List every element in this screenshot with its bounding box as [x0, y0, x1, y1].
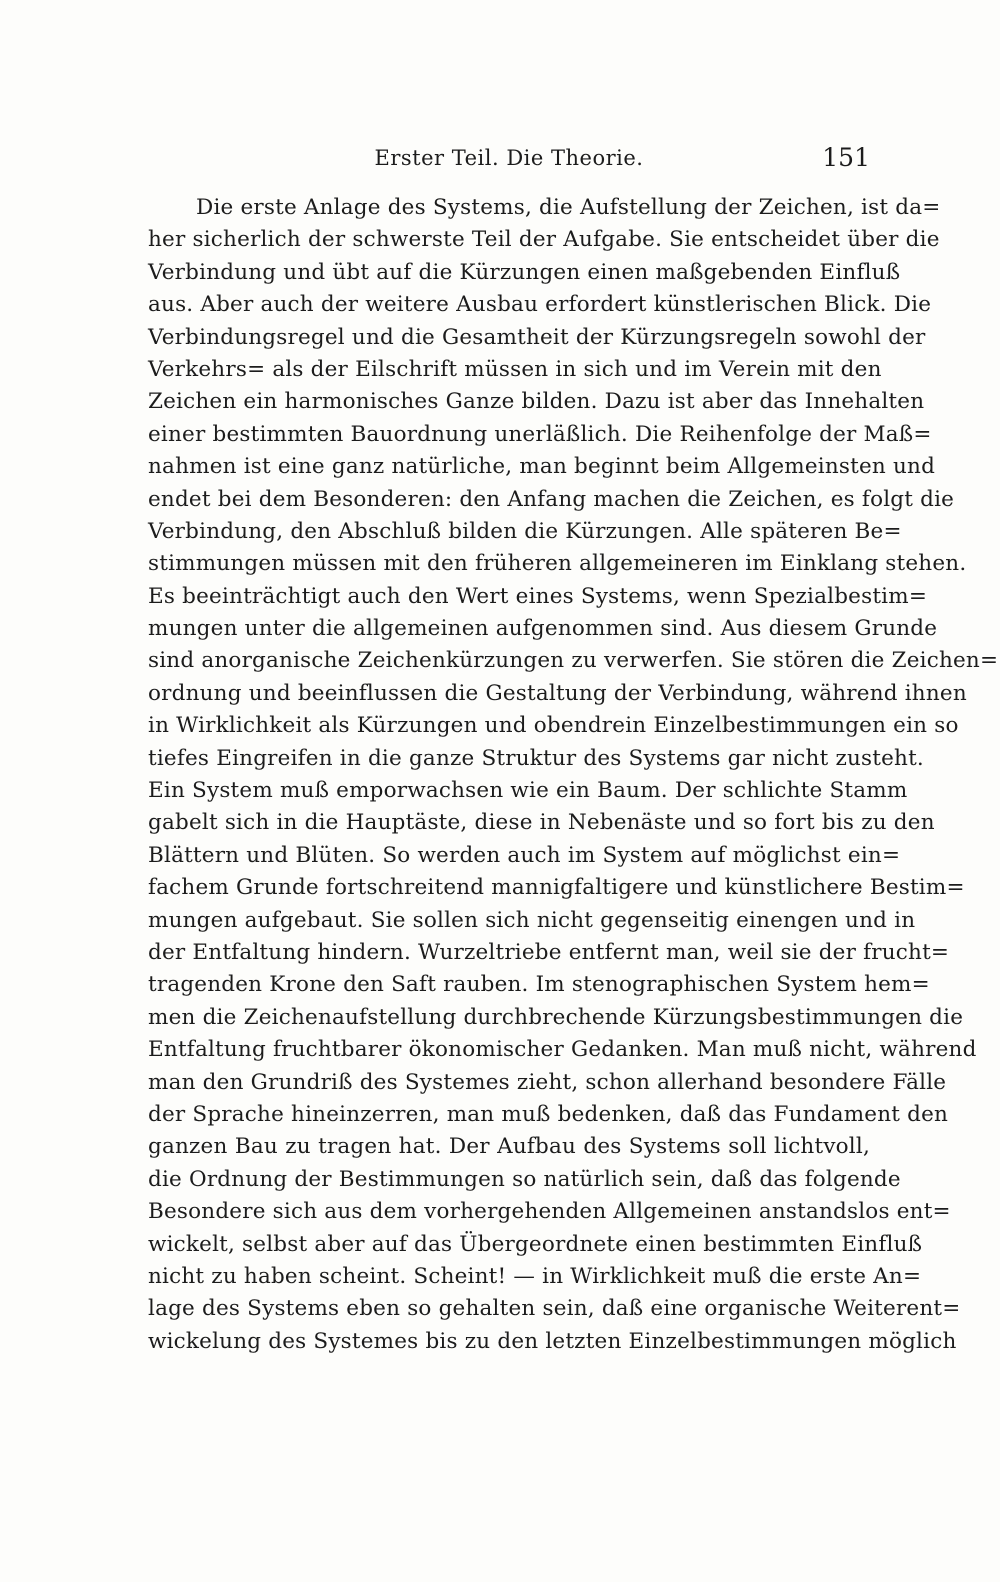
text-line: mungen aufgebaut. Sie sollen sich nicht gegenseitig einengen und in — [148, 907, 916, 933]
text-line: Besondere sich aus dem vorhergehenden Allgemeinen anstandslos ent= — [148, 1199, 951, 1225]
running-head — [148, 140, 870, 176]
running-title: Erster Teil. Die Theorie. — [374, 146, 644, 170]
text-line: ganzen Bau zu tragen hat. Der Aufbau des Systems soll lichtvoll, — [148, 1134, 870, 1160]
text-line: Zeichen ein harmonisches Ganze bilden. Dazu ist aber das Innehalten — [148, 389, 925, 415]
text-line: wickelt, selbst aber auf das Übergeordnete einen bestimmten Einfluß — [148, 1231, 923, 1257]
text-line: endet bei dem Besonderen: den Anfang machen die Zeichen, es folgt die — [148, 486, 955, 512]
page-number: 151 — [822, 143, 870, 172]
text-line: lage des Systems eben so gehalten sein, daß eine organische Weiterent= — [148, 1296, 961, 1322]
text-line: stimmungen müssen mit den früheren allgemeineren im Einklang stehen. — [148, 551, 967, 577]
text-line: aus. Aber auch der weitere Ausbau erfordert künstlerischen Blick. Die — [148, 292, 932, 318]
text-line: nicht zu haben scheint. Scheint! — in Wirklichkeit muß die erste An= — [148, 1263, 922, 1289]
text-line: Verbindungsregel und die Gesamtheit der Kürzungsregeln sowohl der — [148, 324, 926, 350]
text-line: nahmen ist eine ganz natürliche, man beginnt beim Allgemeinsten und — [148, 454, 936, 480]
body-text — [148, 192, 999, 1358]
text-line: fachem Grunde fortschreitend mannigfaltigere und künstlichere Bestim= — [148, 875, 965, 901]
text-line: Verbindung, den Abschluß bilden die Kürzungen. Alle späteren Be= — [148, 518, 902, 544]
text-line: mungen unter die allgemeinen aufgenommen sind. Aus diesem Grunde — [148, 616, 938, 642]
text-line: Entfaltung fruchtbarer ökonomischer Gedanken. Man muß nicht, während — [148, 1037, 977, 1063]
text-line: die Ordnung der Bestimmungen so natürlich sein, daß das folgende — [148, 1166, 901, 1192]
text-line: her sicherlich der schwerste Teil der Aufgabe. Sie entscheidet über die — [148, 227, 940, 253]
text-line: wickelung des Systemes bis zu den letzten Einzelbestimmungen möglich — [148, 1328, 957, 1354]
text-line: Die erste Anlage des Systems, die Aufstellung der Zeichen, ist da= — [196, 195, 941, 220]
text-line: in Wirklichkeit als Kürzungen und obendrein Einzelbestimmungen ein so — [148, 713, 959, 739]
text-line: Verkehrs= als der Eilschrift müssen in sich und im Verein mit den — [148, 356, 882, 382]
text-line: der Entfaltung hindern. Wurzeltriebe entfernt man, weil sie der frucht= — [148, 939, 950, 965]
text-line: der Sprache hineinzerren, man muß bedenken, daß das Fundament den — [148, 1101, 949, 1127]
text-line: Es beeinträchtigt auch den Wert eines Systems, wenn Spezialbestim= — [148, 583, 928, 609]
text-line: tiefes Eingreifen in die ganze Struktur des Systems gar nicht zusteht. — [148, 745, 924, 771]
text-line: einer bestimmten Bauordnung unerläßlich. Die Reihenfolge der Maß= — [148, 421, 932, 447]
text-line: gabelt sich in die Hauptäste, diese in Nebenäste und so fort bis zu den — [148, 810, 935, 836]
text-line: men die Zeichenaufstellung durchbrechende Kürzungsbestimmungen die — [148, 1004, 964, 1030]
text-line: Ein System muß emporwachsen wie ein Baum. Der schlichte Stamm — [148, 778, 908, 804]
text-line: sind anorganische Zeichenkürzungen zu verwerfen. Sie stören die Zeichen= — [148, 648, 999, 674]
text-line: tragenden Krone den Saft rauben. Im stenographischen System hem= — [148, 972, 930, 998]
text-line: Verbindung und übt auf die Kürzungen einen maßgebenden Einfluß — [148, 259, 901, 285]
text-line: Blättern und Blüten. So werden auch im System auf möglichst ein= — [148, 842, 901, 868]
text-line: ordnung und beeinflussen die Gestaltung der Verbindung, während ihnen — [148, 680, 967, 706]
text-line: man den Grundriß des Systemes zieht, schon allerhand besondere Fälle — [148, 1069, 947, 1095]
